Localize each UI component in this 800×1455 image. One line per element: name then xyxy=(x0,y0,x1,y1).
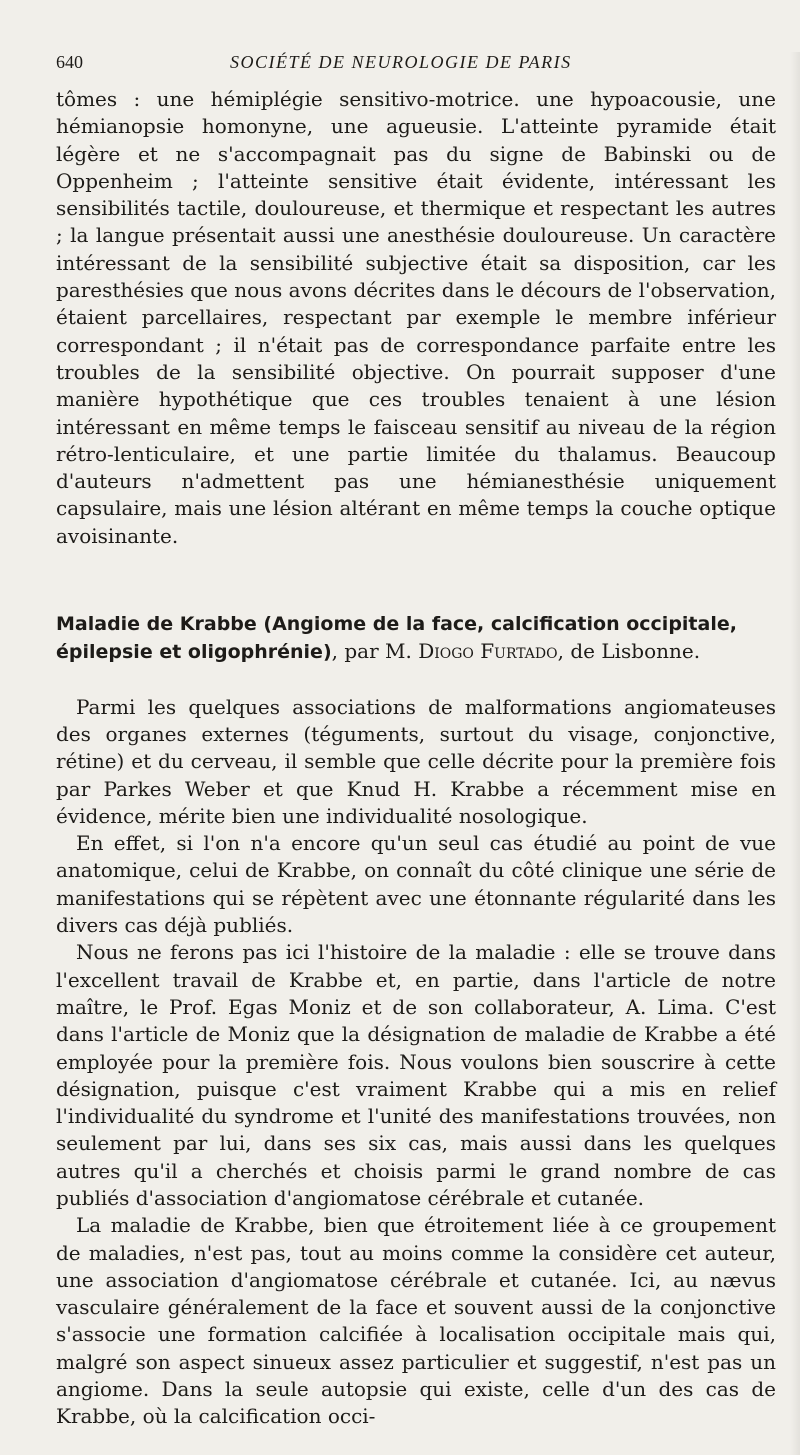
body-paragraph-2: En effet, si l'on n'a encore qu'un seul cas étudié au point de vue anatomique, celui de Krabbe, on connaît du côté clinique une série de manifestations qui se répètent avec une étonnante régularité dans les divers cas déjà publiés. xyxy=(56,831,776,938)
section-gap xyxy=(56,550,776,610)
running-head xyxy=(56,52,776,86)
body-paragraph-4: La maladie de Krabbe, bien que étroitement liée à ce groupement de maladies, n'est pas, tout au moins comme la considère cet auteur, une association d'angiomatose cérébrale et cutanée. Ici, au nævus vasculaire généralement de la face et souvent aussi de la conjonctive s'associe une formation calcifiée à localisation occipitale mais qui, malgré son aspect sinueux assez particulier et suggestif, n'est pas un angiome. Dans la seule autopsie qui existe, celle d'un des cas de Krabbe, où la calcification occi- xyxy=(56,1213,776,1429)
body-paragraph-1: Parmi les quelques associations de malformations angiomateuses des organes externes (téguments, surtout du visage, conjonctive, rétine) et du cerveau, il semble que celle décrite pour la première fois par Parkes Weber et que Knud H. Krabbe a récemment mise en évidence, mérite bien une individualité nosologique. xyxy=(56,694,776,828)
continued-paragraph: tômes : une hémiplégie sensitivo-motrice. une hypoacousie, une hémianopsie homonyne, une agueusie. L'atteinte pyramide était légère et ne s'accompagnait pas du signe de Babinski ou de Oppenheim ; l'atteinte sensitive était évidente, intéressant les sensibilités tactile, douloureuse, et thermique et respectant les autres ; la langue présentait aussi une anesthésie douloureuse. Un caractère intéressant de la sensibilité subjective était sa disposition, car les paresthésies que nous avons décrites dans le décours de l'observation, étaient parcellaires, respectant par exemple le membre inférieur correspondant ; il n'était pas de correspondance parfaite entre les troubles de la sensibilité objective. On pourrait supposer d'une manière hypothétique que ces troubles tenaient à une lésion intéressant en même temps le faisceau sensitif au niveau de la région rétro-lenticulaire, et une partie limitée du thalamus. Beaucoup d'auteurs n'admettent pas une hémianesthésie uniquement capsulaire, mais une lésion altérant en même temps la couche optique avoisinante. xyxy=(56,87,776,548)
article-author: Diogo Furtado xyxy=(418,639,558,664)
title-gap xyxy=(56,667,776,694)
article-title xyxy=(56,610,776,667)
article-author-place: , de Lisbonne. xyxy=(557,639,701,664)
article-title-bold: Maladie de Krabbe (Angiome de la face, calcification occipitale, épilepsie et oligophrénie) xyxy=(56,613,737,664)
page-edge-shadow xyxy=(790,52,800,1455)
journal-title: SOCIÉTÉ DE NEUROLOGIE DE PARIS xyxy=(230,52,572,72)
document-page xyxy=(0,52,800,1455)
page-number: 640 xyxy=(56,52,83,72)
body-paragraph-3: Nous ne ferons pas ici l'histoire de la maladie : elle se trouve dans l'excellent travail de Krabbe et, en partie, dans l'article de notre maître, le Prof. Egas Moniz et de son collaborateur, A. Lima. C'est dans l'article de Moniz que la désignation de maladie de Krabbe a été employée pour la première fois. Nous voulons bien souscrire à cette désignation, puisque c'est vraiment Krabbe qui a mis en relief l'individualité du syndrome et l'unité des manifestations trouvées, non seulement par lui, dans ses six cas, mais aussi dans les quelques autres qu'il a cherchés et choisis parmi le grand nombre de cas publiés d'association d'angiomatose cérébrale et cutanée. xyxy=(56,940,776,1210)
article-title-by: , par M. xyxy=(331,639,419,664)
